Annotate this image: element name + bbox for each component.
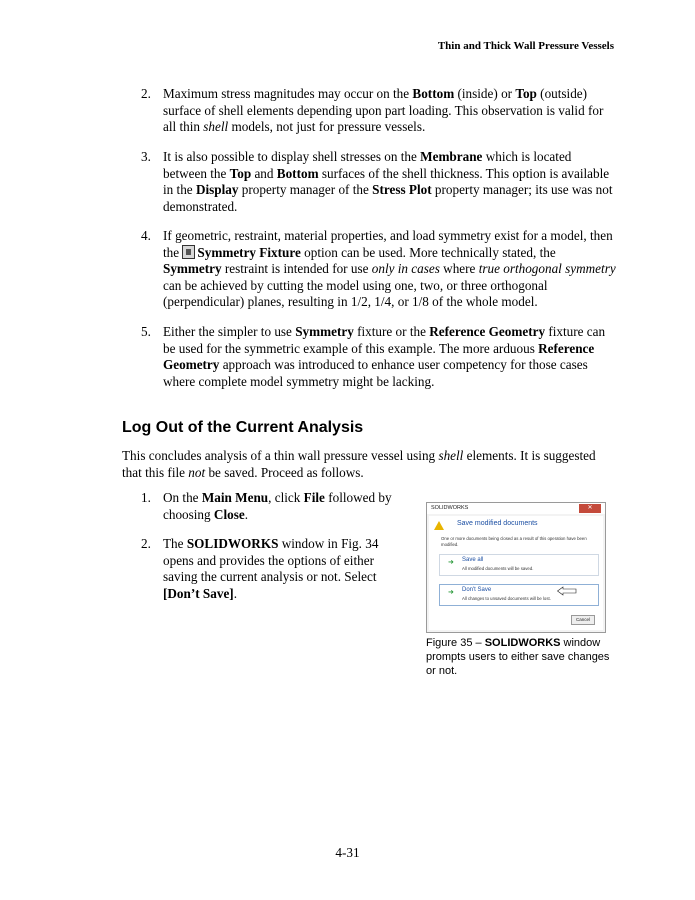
running-header: Thin and Thick Wall Pressure Vessels [437, 40, 614, 52]
option-sub: All changes to unsaved documents will be lost. [462, 596, 551, 601]
list-item-3 [141, 149, 616, 215]
page-number: 4-31 [335, 845, 360, 860]
save-all-option[interactable] [439, 554, 599, 576]
list-text: The SOLIDWORKS window in Fig. 34 opens and provides the options of either saving the current analysis or not. Select [Don’t Save]. [163, 536, 379, 601]
callout-arrow-icon [547, 586, 587, 596]
list-number: 2. [141, 536, 151, 551]
dialog-title: SOLIDWORKS [427, 503, 605, 514]
list-number: 5. [141, 324, 151, 339]
solidworks-dialog-figure [426, 502, 606, 633]
figure-caption: Figure 35 – SOLIDWORKS window prompts users to either save changes or not. [426, 637, 610, 677]
list-item-2 [141, 86, 616, 136]
option-label: Save all [462, 557, 484, 563]
dialog-heading: Save modified documents [457, 520, 538, 527]
list-text: On the Main Menu, click File followed by choosing Close. [163, 490, 392, 522]
symmetry-fixture-icon [182, 245, 195, 259]
option-sub: All modified documents will be saved. [462, 566, 534, 571]
list-number: 1. [141, 490, 151, 505]
list-item-5 [141, 324, 616, 390]
green-arrow-icon: ➜ [448, 559, 454, 566]
section-heading: Log Out of the Current Analysis [122, 419, 364, 436]
intro-paragraph: This concludes analysis of a thin wall pressure vessel using shell elements. It is suggested that this file not be saved. Proceed as follows. [122, 448, 596, 480]
step-2 [141, 536, 406, 602]
list-number: 4. [141, 228, 151, 243]
list-text: It is also possible to display shell stresses on the Membrane which is located between the Top and Bottom surfaces of the shell thickness. This option is available in the Display property manager of the Stress Plot property manager; its use was not demonstrated. [163, 149, 613, 214]
list-number: 3. [141, 149, 151, 164]
list-item-4 [141, 228, 616, 311]
warning-icon [434, 521, 444, 530]
dialog-description: One or more documents being closed as a result of this operation have been modified. [441, 536, 587, 547]
close-button[interactable]: ✕ [579, 504, 601, 513]
cancel-button[interactable]: Cancel [571, 615, 595, 625]
list-number: 2. [141, 86, 151, 101]
list-text: Maximum stress magnitudes may occur on the Bottom (inside) or Top (outside) surface of shell elements depending upon part loading. This observation is valid for all thin shell models, not just for pressure vessels. [163, 86, 604, 134]
step-1 [141, 490, 406, 523]
green-arrow-icon: ➜ [448, 589, 454, 596]
option-label: Don't Save [462, 587, 492, 593]
list-text: Either the simpler to use Symmetry fixture or the Reference Geometry fixture can be used for the symmetric example of this example. The more arduous Reference Geometry approach was introduced to enhance user competency for those cases where complete model symmetry might be lacking. [163, 324, 606, 389]
list-text: If geometric, restraint, material properties, and load symmetry exist for a model, then the Symmetry Fixture option can be used. More technically stated, the Symmetry restraint is intended for use only in cases where true orthogonal symmetry can be achieved by cutting the model using one, two, or three orthogonal (perpendicular) planes, resulting in 1/2, 1/4, or 1/8 of the whole model. [163, 228, 616, 309]
dialog-body [429, 516, 603, 630]
